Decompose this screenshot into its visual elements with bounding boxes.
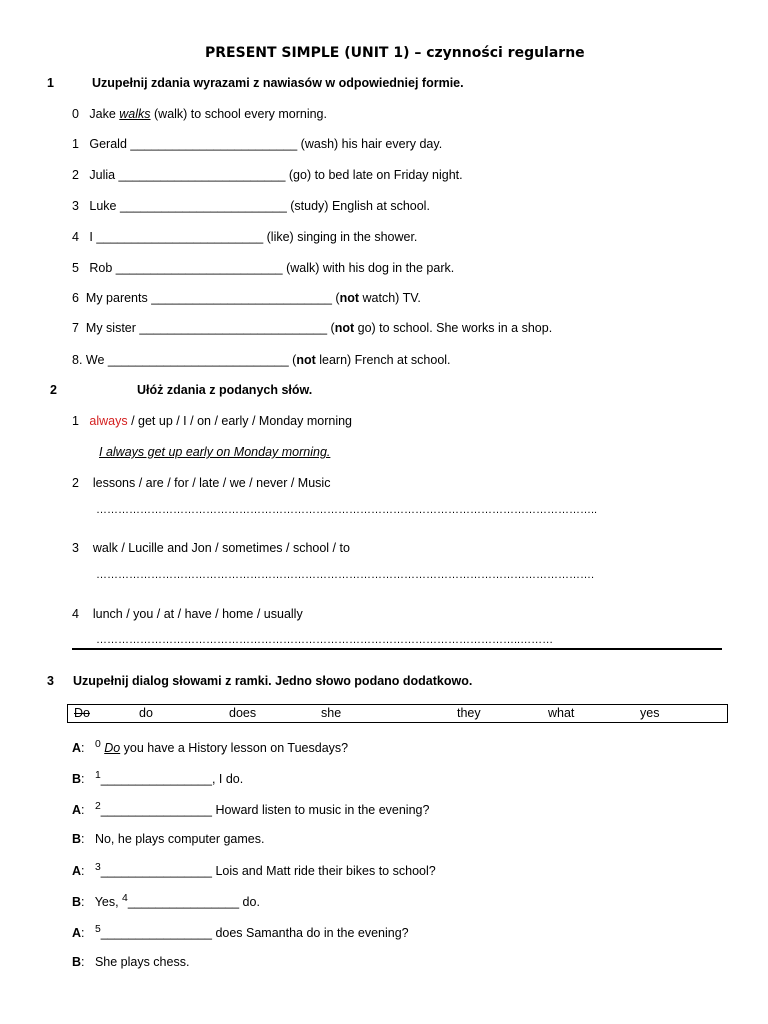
section-3-instruction: Uzupełnij dialog słowami z ramki. Jedno słowo podano dodatkowo. — [73, 674, 473, 688]
dialog-line-6: A: $^5$________________ does Samantha do in the evening? — [72, 924, 409, 941]
gap-number: 0 — [94, 739, 101, 750]
word-list: walk / Lucille and Jon / sometimes / school / to — [92, 541, 350, 555]
item-text: Luke ________________________ (study) English at school. — [89, 199, 430, 213]
dialog-text: you have a History lesson on Tuesdays? — [120, 741, 349, 756]
speaker-label: B — [72, 832, 82, 846]
negation-word: not — [334, 321, 355, 335]
dialog-text: No, he plays computer games. — [94, 832, 265, 846]
page-title: PRESENT SIMPLE (UNIT 1) – czynności regularne — [205, 45, 585, 61]
item-number: 5 — [72, 261, 79, 275]
item-text-pre: Jake — [89, 107, 120, 121]
dialog-text: ________________ do. — [127, 895, 260, 910]
dialog-text: ________________ does Samantha do in the evening? — [100, 926, 409, 941]
speaker-label: A — [72, 803, 82, 818]
item-text: I ________________________ (like) singing in the shower. — [89, 230, 418, 244]
item-text-post: (walk) to school every morning. — [150, 107, 327, 121]
item-number: 8. — [72, 353, 83, 367]
exercise-2-item-2 — [72, 476, 330, 490]
exercise-1-item-7 — [72, 321, 552, 335]
gap-number: 5 — [94, 924, 101, 935]
section-1-instruction: Uzupełnij zdania wyrazami z nawiasów w odpowiedniej formie. — [92, 76, 464, 90]
exercise-2-item-4 — [72, 607, 303, 621]
dialog-text-pre: Yes, — [94, 895, 123, 910]
section-1-number: 1 — [47, 76, 54, 90]
word-list: lessons / are / for / late / we / never / Music — [92, 476, 331, 490]
section-2-number: 2 — [50, 383, 57, 397]
exercise-1-item-6 — [72, 291, 421, 305]
dialog-text: ________________ Howard listen to music in the evening? — [100, 803, 430, 818]
item-text: Julia ________________________ (go) to bed late on Friday night. — [89, 168, 463, 182]
dialog-line-2: A: $^2$________________ Howard listen to music in the evening? — [72, 801, 430, 818]
answer-dotted-line: ……………………………………………………………………………………………………..……… — [96, 634, 554, 646]
section-2-instruction: Ułóż zdania z podanych słów. — [137, 383, 313, 397]
negation-word: not — [339, 291, 360, 305]
speaker-label: A — [72, 864, 82, 879]
speaker-label: B — [72, 772, 82, 787]
item-text-post: learn) French at school. — [315, 353, 451, 367]
dialog-line-7: B: She plays chess. — [72, 955, 190, 969]
word-box-item: do — [139, 706, 153, 720]
gap-number: 4 — [122, 893, 128, 904]
word-box — [67, 704, 728, 723]
item-text-pre: My parents __________________________ ( — [85, 291, 340, 305]
word-box-item: she — [321, 706, 342, 720]
item-text-post: go) to school. She works in a shop. — [354, 321, 553, 335]
exercise-2-item-3 — [72, 541, 350, 555]
item-number: 1 — [72, 137, 79, 151]
word-box-item: what — [548, 706, 575, 720]
item-text-pre: My sister ___________________________ ( — [85, 321, 335, 335]
item-number: 4 — [72, 230, 79, 244]
speaker-label: A — [72, 741, 82, 756]
item-text-post: watch) TV. — [359, 291, 421, 305]
answer-dotted-line: ………………………………………………………………………………………………………………………. — [96, 569, 595, 581]
speaker-label: B — [72, 895, 82, 910]
word-box-item: Do — [74, 706, 90, 720]
speaker-label: B — [72, 955, 82, 969]
exercise-1-item-1 — [72, 137, 442, 151]
gap-number: 2 — [94, 801, 101, 812]
item-number: 4 — [72, 607, 79, 621]
exercise-1-item-3 — [72, 199, 430, 213]
dialog-text: ________________ Lois and Matt ride their bikes to school? — [100, 864, 436, 879]
dialog-line-5: B: Yes, $^4$________________ do. — [72, 893, 260, 910]
exercise-1-item-5 — [72, 261, 454, 275]
word-box-item: yes — [640, 706, 660, 720]
dialog-text: She plays chess. — [94, 955, 190, 969]
exercise-1-item-8 — [72, 353, 451, 367]
gap-number: 1 — [94, 770, 101, 781]
word-box-item: does — [229, 706, 257, 720]
dialog-line-1: B: $^1$________________, I do. — [72, 770, 244, 787]
speaker-label: A — [72, 926, 82, 941]
item-number: 3 — [72, 199, 79, 213]
word-box-item: they — [457, 706, 481, 720]
item-number: 0 — [72, 107, 79, 121]
dialog-line-0: A: $^0$ Do you have a History lesson on Tuesdays? — [72, 739, 349, 756]
exercise-1-item-0 — [72, 107, 327, 121]
item-number: 2 — [72, 168, 79, 182]
section-divider — [72, 648, 722, 650]
section-3-number: 3 — [47, 674, 54, 688]
item-text: Rob ________________________ (walk) with his dog in the park. — [89, 261, 455, 275]
exercise-1-item-2 — [72, 168, 463, 182]
item-text-pre: We __________________________ ( — [85, 353, 297, 367]
item-number: 1 — [72, 414, 79, 428]
highlighted-word: always — [89, 414, 128, 428]
dialog-line-3: B: No, he plays computer games. — [72, 832, 265, 846]
word-list: lunch / you / at / have / home / usually — [92, 607, 303, 621]
example-answer: I always get up early on Monday morning. — [99, 445, 331, 459]
item-text: Gerald ________________________ (wash) his hair every day. — [89, 137, 443, 151]
item-number: 3 — [72, 541, 79, 555]
example-answer: walks — [119, 107, 151, 121]
example-answer: Do — [104, 741, 121, 756]
dialog-line-4: A: $^3$________________ Lois and Matt ride their bikes to school? — [72, 862, 436, 879]
word-list: / get up / I / on / early / Monday morning — [127, 414, 353, 428]
dialog-text: ________________, I do. — [100, 772, 244, 787]
item-number: 2 — [72, 476, 79, 490]
answer-dotted-line: ……………………………………………………………………………………………………………………….. — [96, 504, 598, 516]
exercise-2-item-1 — [72, 414, 352, 428]
negation-word: not — [296, 353, 316, 367]
item-number: 6 — [72, 291, 79, 305]
gap-number: 3 — [94, 862, 101, 873]
item-number: 7 — [72, 321, 79, 335]
exercise-1-item-4 — [72, 230, 417, 244]
